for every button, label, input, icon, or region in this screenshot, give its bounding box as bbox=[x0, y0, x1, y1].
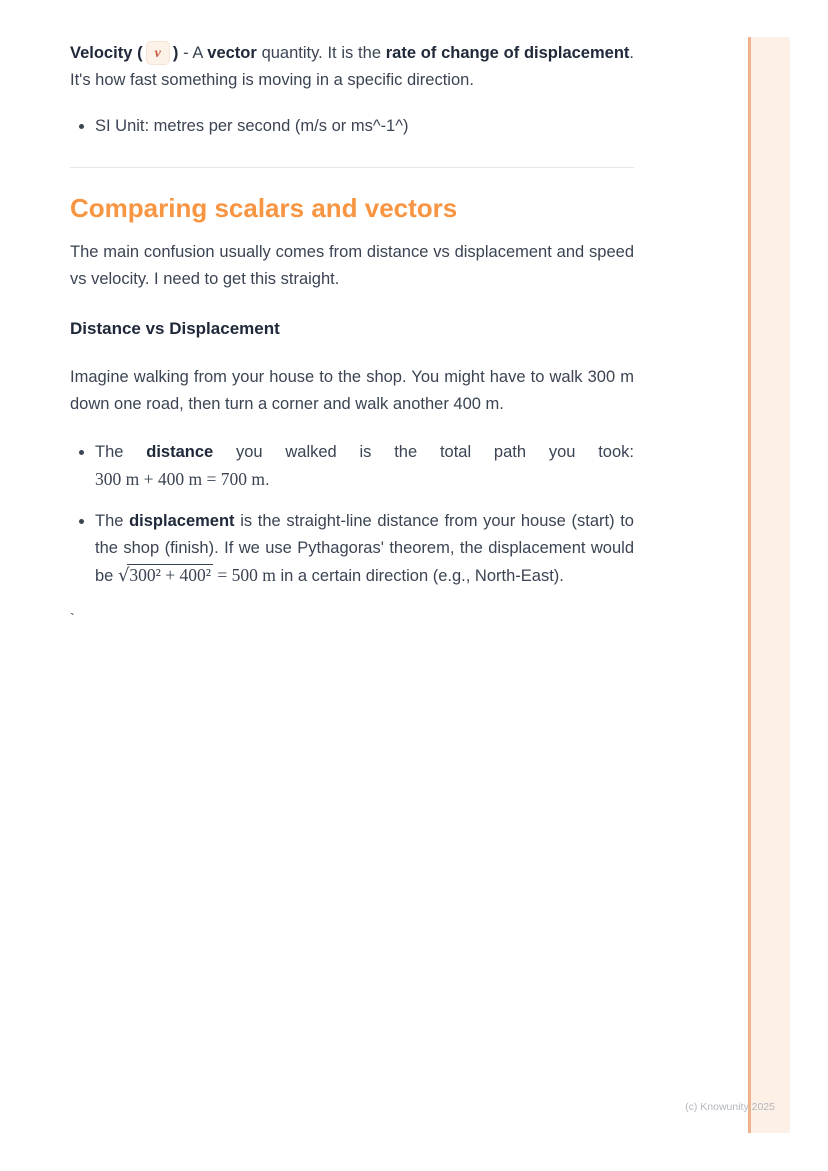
distance-bullet bbox=[95, 439, 634, 494]
distance-bold: distance bbox=[146, 443, 214, 461]
stray-backtick-mark: ` bbox=[70, 610, 75, 626]
radicand: 300² + 400² bbox=[129, 565, 212, 585]
velocity-definition-paragraph bbox=[70, 40, 634, 94]
velocity-text-3: . It's how fast something is moving in a specific direction. bbox=[70, 44, 634, 89]
displacement-text-1: The bbox=[95, 512, 130, 530]
velocity-symbol: v bbox=[154, 46, 161, 61]
velocity-text-2: quantity. It is the bbox=[256, 44, 386, 62]
section-intro-paragraph: The main confusion usually comes from distance vs displacement and speed vs velocity. I need to get this straight. bbox=[70, 243, 634, 288]
displacement-math-expression bbox=[118, 565, 276, 585]
displacement-bold: displacement bbox=[129, 512, 235, 530]
si-unit-list bbox=[70, 113, 634, 140]
rate-of-change-bold: rate of change of displacement bbox=[385, 44, 630, 62]
distance-math-expression: 300 m + 400 m = 700 m bbox=[95, 469, 265, 489]
distance-text-1: The bbox=[95, 443, 147, 461]
math-result: = 500 m bbox=[213, 565, 276, 585]
velocity-text-1: - A bbox=[178, 44, 208, 62]
walking-example-paragraph: Imagine walking from your house to the shop. You might have to walk 300 m down one road, then turn a corner and walk another 400 m. bbox=[70, 368, 634, 413]
velocity-term-close: ) bbox=[172, 44, 179, 62]
document-content bbox=[70, 0, 634, 626]
section-divider bbox=[70, 167, 634, 168]
displacement-bullet bbox=[95, 508, 634, 590]
radical-sign: √ bbox=[117, 565, 130, 586]
displacement-text-3: in a certain direction (e.g., North-East). bbox=[275, 567, 564, 585]
si-unit-item: • SI Unit: metres per second (m/s or ms^-1^) bbox=[95, 113, 634, 140]
distance-text-3: . bbox=[264, 471, 270, 489]
vector-bold: vector bbox=[207, 44, 257, 62]
page-edge-stripe bbox=[748, 37, 790, 1133]
velocity-term: Velocity ( bbox=[70, 44, 143, 62]
comparison-bullet-list bbox=[70, 439, 634, 590]
displacement-text-2: is the straight-line distance from your house (start) to the shop (finish). If we use Pythagoras' theorem, the displacement would be bbox=[95, 512, 634, 585]
copyright-footer: (c) Knowunity 2025 bbox=[685, 1101, 775, 1113]
velocity-symbol-badge bbox=[146, 41, 170, 65]
section-heading: Comparing scalars and vectors bbox=[70, 193, 458, 223]
distance-text-2: you walked is the total path you took: bbox=[213, 443, 634, 461]
distance-vs-displacement-subheading: Distance vs Displacement bbox=[70, 319, 280, 338]
